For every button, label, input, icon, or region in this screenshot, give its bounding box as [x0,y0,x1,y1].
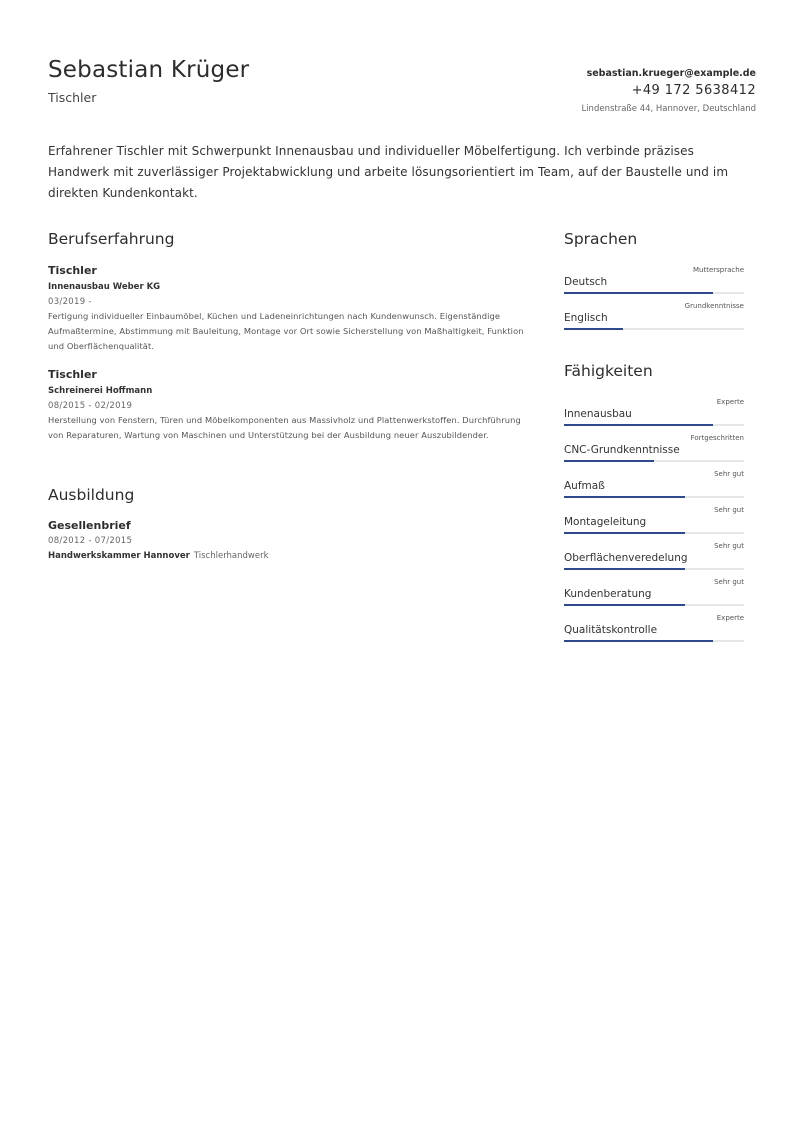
language-level-fill [564,292,713,294]
job-role: Tischler [48,368,97,381]
languages-heading: Sprachen [564,230,638,248]
skill-name: Kundenberatung [564,588,652,600]
skill-item [564,434,744,462]
language-level-fill [564,328,623,330]
skill-name: Aufmaß [564,480,605,492]
skill-item [564,578,744,606]
job-role: Tischler [48,264,97,277]
skill-item [564,542,744,570]
skill-level-track [564,640,744,642]
skill-level-track [564,460,744,462]
skill-level-fill [564,424,713,426]
job-description: Fertigung individueller Einbaumöbel, Küchen und Ladeneinrichtungen nach Kundenwunsch. Eigenständige Aufmaßtermine, Abstimmung mit Bauleitung, Montage vor Ort sowie Sicherstellung von Maßhaltigkeit, Funktion und Oberflächenqualität. [48,311,524,351]
skill-level-fill [564,568,685,570]
language-item [564,302,744,330]
skill-level-track [564,568,744,570]
skill-item [564,614,744,642]
job-dates: 08/2015 - 02/2019 [48,401,133,411]
language-item [564,266,744,294]
skill-level: Experte [716,614,744,622]
job-company: Schreinerei Hoffmann [48,386,153,396]
skill-item [564,398,744,426]
skill-level: Fortgeschritten [690,434,744,442]
skill-level-track [564,424,744,426]
skill-item [564,470,744,498]
education-institution: Handwerkskammer Hannover [48,551,190,561]
skills-heading: Fähigkeiten [564,362,653,380]
skill-name: CNC-Grundkenntnisse [564,444,680,456]
job-dates: 03/2019 - [48,297,92,307]
language-level-track [564,328,744,330]
job-company: Innenausbau Weber KG [48,282,161,292]
contact-block [581,67,756,116]
skill-level-fill [564,604,685,606]
skill-level: Experte [716,398,744,406]
education-item [48,518,528,563]
language-level-track [564,292,744,294]
skill-level-fill [564,640,713,642]
experience-heading: Berufserfahrung [48,230,175,248]
skill-name: Oberflächenveredelung [564,552,688,564]
profile-summary: Erfahrener Tischler mit Schwerpunkt Innenausbau und individueller Möbelfertigung. Ich verbinde präzises Handwerk mit zuverlässiger Projektabwicklung und arbeite lösungsorientiert im Team, auf der Baustelle und im direkten Kundenkontakt. [48,144,729,200]
skill-name: Qualitätskontrolle [564,624,658,636]
language-name: Englisch [564,312,608,324]
education-institution-line [48,550,528,563]
experience-item [48,263,528,354]
skill-item [564,506,744,534]
education-dates: 08/2012 - 07/2015 [48,536,133,546]
education-degree: Gesellenbrief [48,519,131,532]
skill-level-track [564,496,744,498]
person-name: Sebastian Krüger [48,57,250,83]
skill-level: Sehr gut [714,470,744,478]
person-job-title: Tischler [48,90,97,105]
skill-level-fill [564,460,654,462]
skill-level-fill [564,532,685,534]
skill-level: Sehr gut [714,506,744,514]
language-level: Muttersprache [693,266,744,274]
email-link[interactable]: sebastian.krueger@example.de [586,68,756,79]
education-heading: Ausbildung [48,486,135,504]
address: Lindenstraße 44, Hannover, Deutschland [581,104,756,114]
skill-level-fill [564,496,685,498]
language-level: Grundkenntnisse [684,302,744,310]
skill-level: Sehr gut [714,542,744,550]
skill-level-track [564,532,744,534]
language-name: Deutsch [564,276,608,288]
education-field: Tischlerhandwerk [193,551,269,561]
skill-level-track [564,604,744,606]
job-description: Herstellung von Fenstern, Türen und Möbelkomponenten aus Massivholz und Plattenwerkstoffen. Durchführung von Reparaturen, Wartung von Maschinen und Unterstützung bei der Ausbildung neuer Auszubildender. [48,415,521,440]
phone-number: +49 172 5638412 [631,83,756,98]
experience-item [48,367,528,443]
skill-name: Innenausbau [564,408,632,420]
skill-name: Montageleitung [564,516,647,528]
skill-level: Sehr gut [714,578,744,586]
